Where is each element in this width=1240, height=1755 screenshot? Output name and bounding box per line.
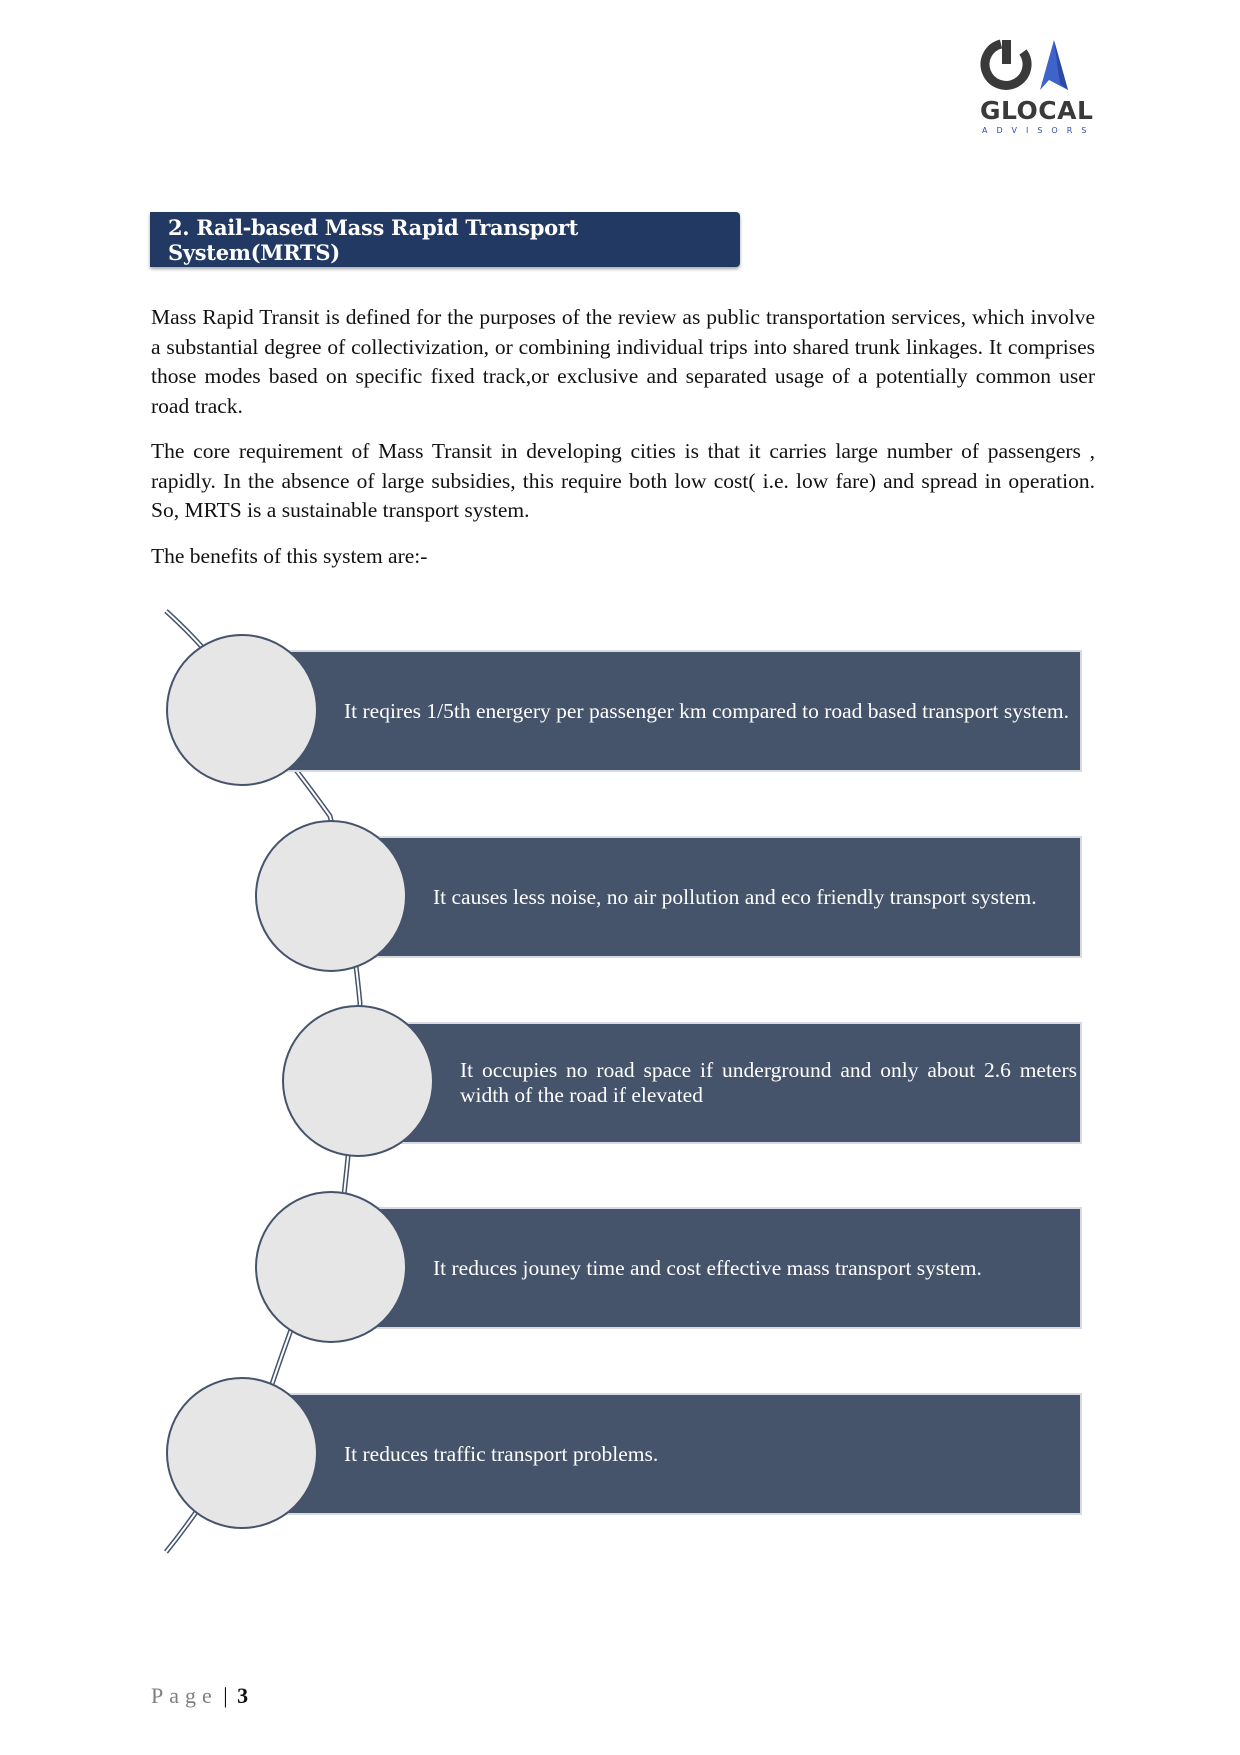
benefit-circle-4 bbox=[255, 1191, 407, 1343]
benefit-bar-4 bbox=[335, 1207, 1082, 1329]
paragraph-core-requirement: The core requirement of Mass Transit in developing cities is that it carries large number of passengers , rapidly. In the absence of large subsidies, this require both low cost( i.e. low fare) and spread in operation. So, MRTS is a sustainable transport system. bbox=[151, 439, 1095, 522]
body-text bbox=[151, 303, 1095, 587]
logo-subtitle: ADVISORS bbox=[982, 126, 1096, 135]
logo-wordmark: GLOCAL bbox=[980, 96, 1094, 125]
benefit-circle-3 bbox=[282, 1005, 434, 1157]
benefit-bar-3 bbox=[362, 1022, 1082, 1144]
benefit-circle-2 bbox=[255, 820, 407, 972]
benefit-text-5: It reduces traffic transport problems. bbox=[344, 1441, 659, 1466]
section-title: 2. Rail-based Mass Rapid Transport System(MRTS) bbox=[168, 214, 579, 265]
benefit-text-1: It reqires 1/5th energery per passenger km compared to road based transport system. bbox=[344, 698, 1069, 723]
benefit-bar-2 bbox=[335, 836, 1082, 958]
benefit-text-2: It causes less noise, no air pollution and eco friendly transport system. bbox=[433, 884, 1037, 909]
page-number: 3 bbox=[237, 1683, 249, 1708]
section-header bbox=[150, 212, 740, 267]
paragraph-definition: Mass Rapid Transit is defined for the purposes of the review as public transportation services, which involve a substantial degree of collectivization, or combining individual trips into shared trunk linkages. It comprises those modes based on specific fixed track,or exclusive and separated usage of a potentially common user road track. bbox=[151, 305, 1095, 418]
benefit-bar-5 bbox=[246, 1393, 1082, 1515]
benefit-text-3: It occupies no road space if underground and only about 2.6 meters width of the road if elevated bbox=[460, 1058, 1077, 1107]
paragraph-benefits-intro: The benefits of this system are:- bbox=[151, 543, 428, 568]
glocal-advisors-logo bbox=[980, 38, 1096, 138]
page-footer bbox=[151, 1683, 248, 1709]
benefit-circle-5 bbox=[166, 1377, 318, 1529]
benefit-text-4: It reduces jouney time and cost effective mass transport system. bbox=[433, 1255, 982, 1280]
benefit-bar-1 bbox=[246, 650, 1082, 772]
logo-mark-icon bbox=[980, 38, 1092, 100]
page-separator: | bbox=[223, 1683, 228, 1708]
benefit-circle-1 bbox=[166, 634, 318, 786]
page-label: Page bbox=[151, 1683, 218, 1708]
